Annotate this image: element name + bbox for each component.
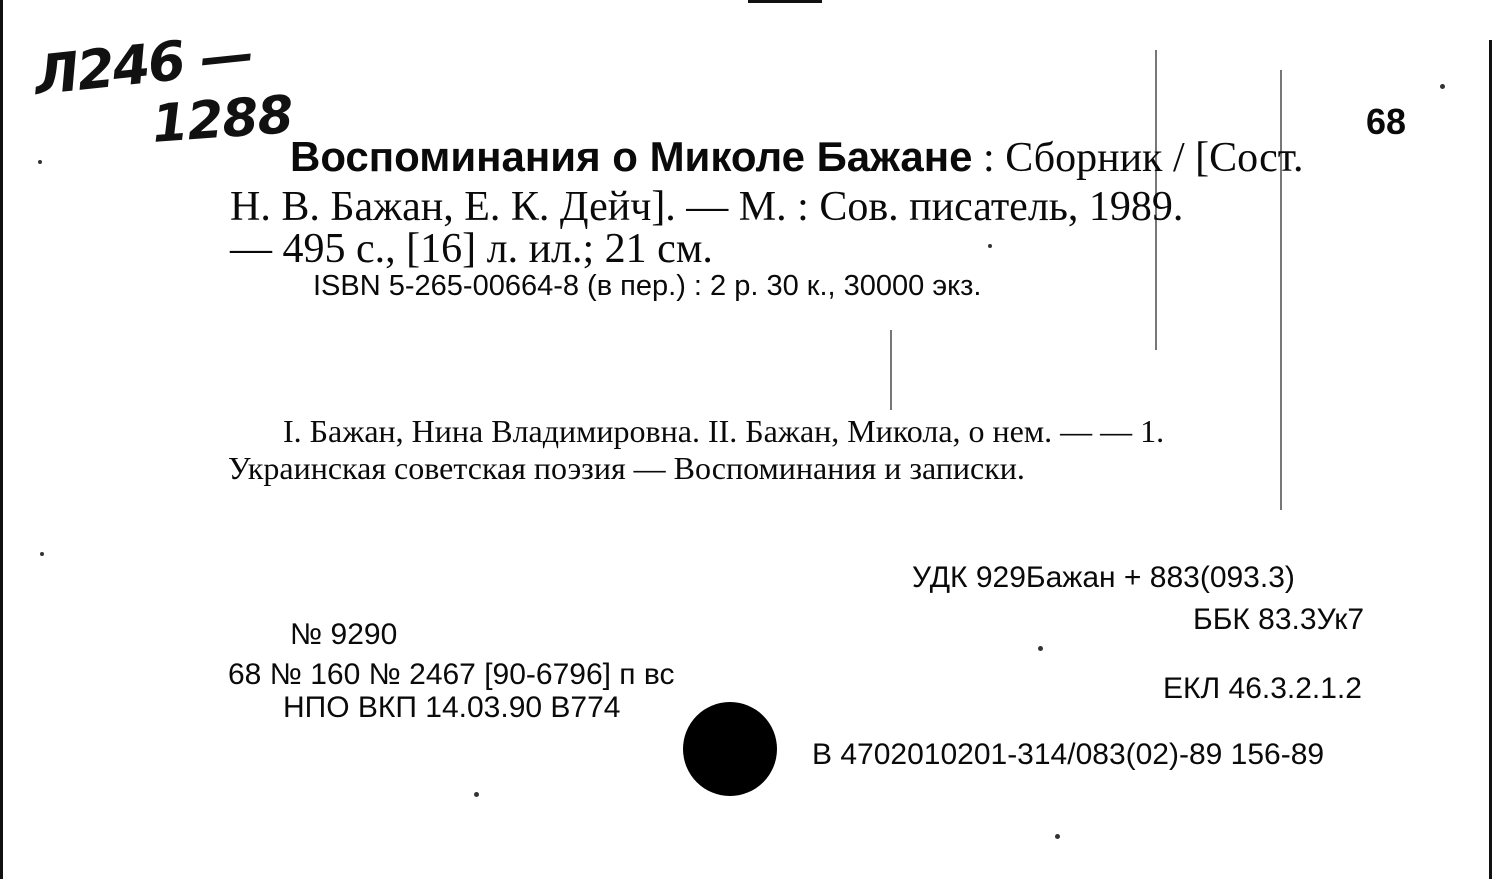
publisher-code: В 4702010201-314/083(02)-89 156-89 (812, 738, 1325, 771)
card-number: 68 (1366, 101, 1407, 142)
subjects-line-1: I. Бажан, Нина Владимировна. II. Бажан, Микола, о нем. — — 1. (283, 413, 1165, 449)
card-top-mark (748, 0, 822, 3)
print-info-line-2: НПО ВКП 14.03.90 В774 (283, 691, 621, 724)
ekl-index: ЕКЛ 46.3.2.1.2 (1163, 672, 1362, 705)
order-number: № 9290 (290, 618, 398, 651)
scan-speck (1055, 834, 1060, 839)
handwritten-shelf-mark: Л246 — (31, 21, 256, 108)
scan-speck (40, 552, 44, 556)
scan-speck (1038, 646, 1043, 651)
scan-mark (890, 330, 892, 410)
isbn-line: ISBN 5-265-00664-8 (в пер.) : 2 р. 30 к., 30000 экз. (313, 270, 982, 302)
title-statement: : Сборник / [Сост. (972, 135, 1304, 181)
scan-speck (988, 244, 992, 248)
handwritten-shelf-mark-number: 1288 (150, 85, 295, 155)
scan-speck (38, 160, 42, 164)
card-punch-hole (683, 702, 777, 796)
book-title: Воспоминания о Миколе Бажане (290, 133, 973, 180)
print-info-line-1: 68 № 160 № 2467 [90-6796] п вс (228, 658, 675, 691)
udk-index: УДК 929Бажан + 883(093.3) (912, 561, 1295, 594)
scan-speck (1440, 84, 1445, 89)
card-left-edge (0, 0, 3, 879)
title-line (290, 133, 1304, 181)
bbk-index: ББК 83.3Ук7 (1193, 603, 1365, 636)
scan-speck (474, 792, 479, 797)
responsibility-line: Н. В. Бажан, Е. К. Дейч]. — М. : Сов. писатель, 1989. (230, 184, 1184, 230)
subjects-line-2: Украинская советская поэзия — Воспоминания и записки. (228, 450, 1025, 486)
physical-description: — 495 с., [16] л. ил.; 21 см. (230, 226, 713, 272)
